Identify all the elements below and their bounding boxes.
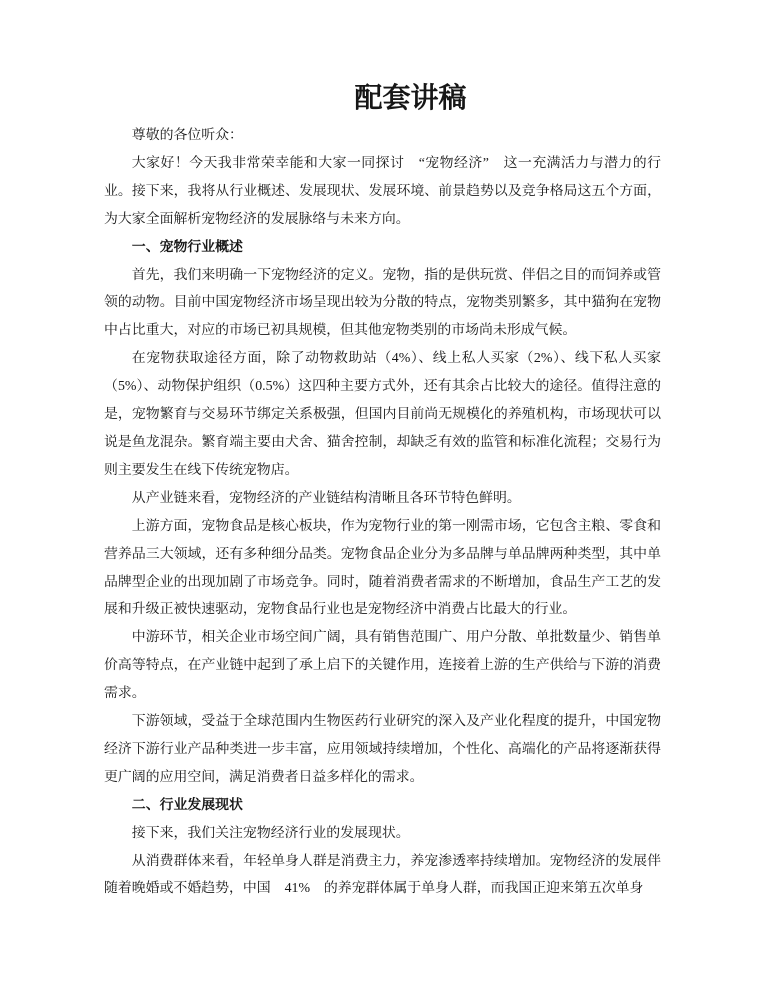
section-heading-industry-overview: 一、宠物行业概述 [131,239,243,255]
consumer-group-paragraph: 从消费群体来看，年轻单身人群是消费主力，养宠渗透率持续增加。宠物经济的发展伴随着晚婚或不婚趋势，中国 41% 的养宠群体属于单身人群，而我国正迎来第五次单身 [104,853,661,897]
upstream-paragraph: 上游方面，宠物食品是核心板块，作为宠物行业的第一刚需市场，它包含主粮、零食和营养品三大领域，还有多种细分品类。宠物食品企业分为多品牌与单品牌两种类型，其中单品牌型企业的出现加剧了市场竞争。同时，随着消费者需求的不断增加，食品生产工艺的发展和升级正被快速驱动，宠物食品行业也是宠物经济中消费占比最大的行业。 [104,518,661,618]
section-heading-development-status: 二、行业发展现状 [131,797,243,813]
definition-paragraph: 首先，我们来明确一下宠物经济的定义。宠物，指的是供玩赏、伴侣之目的而饲养或管领的动物。目前中国宠物经济市场呈现出较为分散的特点，宠物类别繁多，其中猫狗在宠物中占比重大，对应的市场已初具规模，但其他宠物类别的市场尚未形成气候。 [104,267,661,339]
document-title-text: 配套讲稿 [354,83,467,114]
document-title [104,76,661,122]
midstream-paragraph: 中游环节，相关企业市场空间广阔，具有销售范围广、用户分散、单批数量少、销售单价高等特点，在产业链中起到了承上启下的关键作用，连接着上游的生产供给与下游的消费需求。 [104,630,661,702]
document-body [104,122,661,903]
downstream-paragraph: 下游领域，受益于全球范围内生物医药行业研究的深入及产业化程度的提升，中国宠物经济下游行业产品种类进一步丰富，应用领域持续增加，个性化、高端化的产品将逐渐获得更广阔的应用空间，满足消费者日益多样化的需求。 [104,714,661,785]
industry-chain-intro-paragraph: 从产业链来看，宠物经济的产业链结构清晰且各环节特色鲜明。 [131,490,521,506]
intro-paragraph: 大家好！今天我非常荣幸能和大家一同探讨 “宠物经济” 这一充满活力与潜力的行业。接下来，我将从行业概述、发展现状、发展环境、前景趋势以及竞争格局这五个方面，为大家全面解析宠物经济的发展脉络与未来方向。 [104,155,661,227]
acquisition-channels-paragraph: 在宠物获取途径方面，除了动物救助站（4%）、线上私人买家（2%）、线下私人买家（5%）、动物保护组织（0.5%）这四种主要方式外，还有其余占比较大的途径。值得注意的是，宠物繁育与交易环节绑定关系极强，但国内目前尚无规模化的养殖机构，市场现状可以说是鱼龙混杂。繁育端主要由犬舍、猫舍控制，却缺乏有效的监管和标准化流程；交易行为则主要发生在线下传统宠物店。 [104,351,661,478]
salutation-paragraph: 尊敬的各位听众： [131,128,243,143]
status-intro-paragraph: 接下来，我们关注宠物经济行业的发展现状。 [131,825,410,841]
